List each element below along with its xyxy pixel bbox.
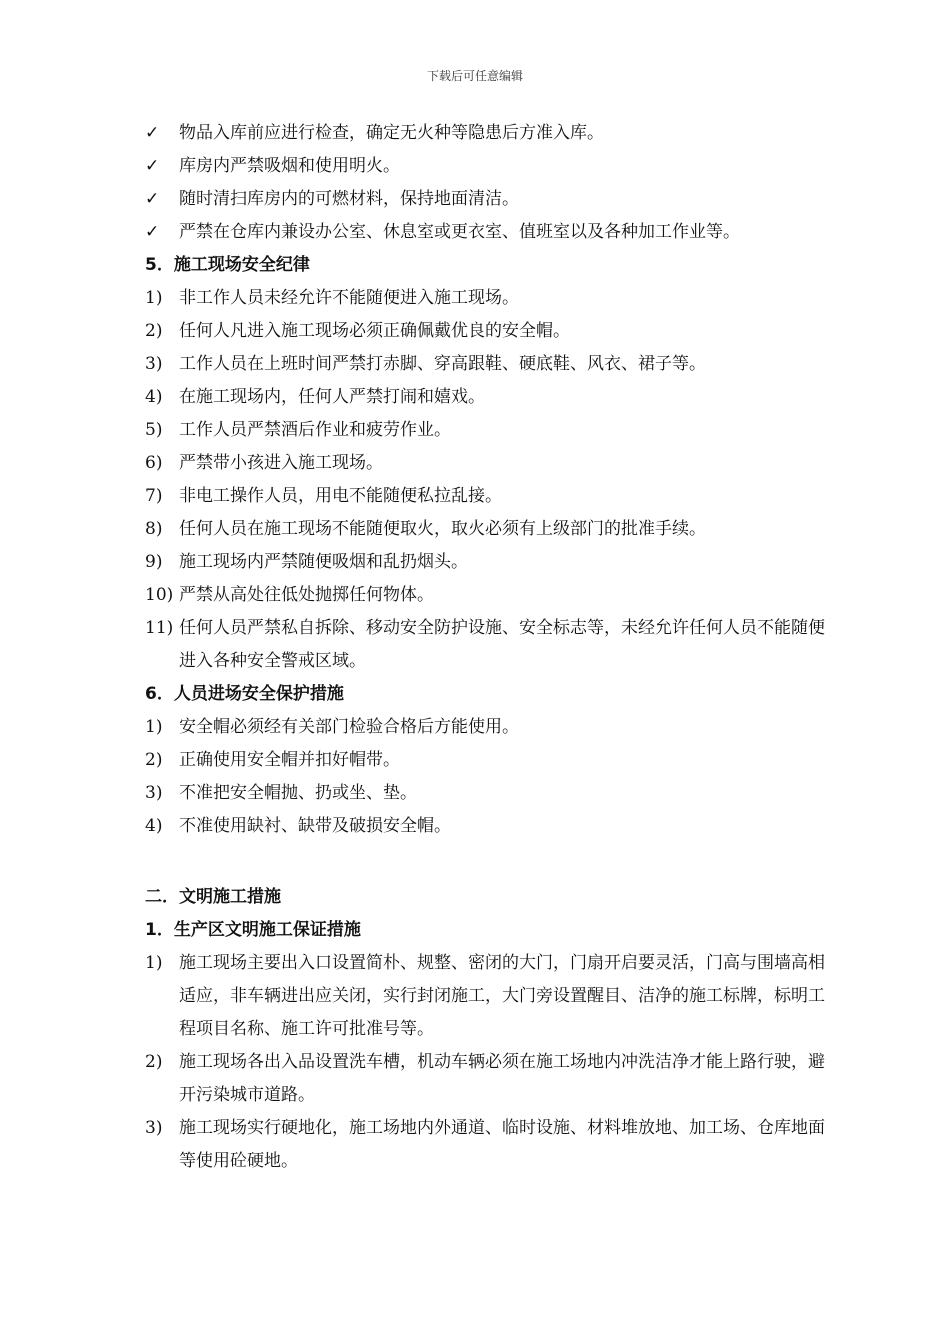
item-text: 任何人员严禁私自拆除、移动安全防护设施、安全标志等，未经允许任何人员不能随便进入各种安全警戒区域。: [179, 618, 825, 671]
list-item: [145, 1112, 835, 1178]
page-header-note: 下载后可任意编辑: [426, 69, 523, 83]
checklist-item: [145, 117, 835, 150]
section-spacer: [145, 843, 835, 881]
list-item: [145, 777, 835, 810]
list-item: [145, 414, 835, 447]
list-item: [145, 711, 835, 744]
item-text: 在施工现场内，任何人严禁打闹和嬉戏。: [179, 387, 485, 407]
item-number: 10): [145, 585, 174, 605]
item-text: 施工现场实行硬地化，施工场地内外通道、临时设施、材料堆放地、加工场、仓库地面等使用砼硬地。: [179, 1118, 825, 1171]
list-item: [145, 810, 835, 843]
item-text: 工作人员严禁酒后作业和疲劳作业。: [179, 420, 451, 440]
list-item: [145, 1046, 835, 1112]
item-text: 严禁带小孩进入施工现场。: [179, 453, 383, 473]
document-body: [145, 117, 835, 1178]
list-item: [145, 315, 835, 348]
checklist-item: [145, 216, 835, 249]
item-text: 不准使用缺衬、缺带及破损安全帽。: [179, 816, 451, 836]
list-item: [145, 947, 835, 1046]
item-text: 施工现场内严禁随便吸烟和乱扔烟头。: [179, 552, 468, 572]
item-text: 施工现场各出入品设置洗车槽，机动车辆必须在施工场地内冲洗洁净才能上路行驶，避开污染城市道路。: [179, 1052, 825, 1105]
item-number: 3): [145, 783, 163, 803]
list-item: [145, 282, 835, 315]
list-item: [145, 513, 835, 546]
item-number: 5): [145, 420, 163, 440]
item-number: 1): [145, 953, 163, 973]
item-text: 非工作人员未经允许不能随便进入施工现场。: [179, 288, 519, 308]
check-icon: ✓: [145, 156, 160, 176]
item-text: 施工现场主要出入口设置简朴、规整、密闭的大门，门扇开启要灵活，门高与围墙高相适应，非车辆进出应关闭，实行封闭施工，大门旁设置醒目、洁净的施工标牌，标明工程项目名称、施工许可批准号等。: [179, 953, 825, 1039]
section-heading-personnel-protection: 6．人员进场安全保护措施: [145, 684, 344, 704]
checklist-text: 严禁在仓库内兼设办公室、休息室或更衣室、值班室以及各种加工作业等。: [179, 222, 740, 242]
check-icon: ✓: [145, 222, 160, 242]
part-heading-civilized-construction: 二．文明施工措施: [145, 887, 281, 907]
item-text: 安全帽必须经有关部门检验合格后方能使用。: [179, 717, 519, 737]
item-text: 正确使用安全帽并扣好帽带。: [179, 750, 400, 770]
check-icon: ✓: [145, 189, 160, 209]
item-text: 不准把安全帽抛、扔或坐、垫。: [179, 783, 417, 803]
list-item: [145, 546, 835, 579]
item-text: 严禁从高处往低处抛掷任何物体。: [179, 585, 434, 605]
item-text: 任何人员在施工现场不能随便取火，取火必须有上级部门的批准手续。: [179, 519, 706, 539]
list-item: [145, 612, 835, 678]
item-number: 4): [145, 816, 163, 836]
checklist-text: 物品入库前应进行检查，确定无火种等隐患后方准入库。: [179, 123, 604, 143]
section-heading-production-area: 1．生产区文明施工保证措施: [145, 920, 361, 940]
item-number: 11): [145, 618, 174, 638]
item-number: 6): [145, 453, 163, 473]
item-number: 2): [145, 1052, 163, 1072]
checklist-text: 随时清扫库房内的可燃材料，保持地面清洁。: [179, 189, 519, 209]
item-text: 工作人员在上班时间严禁打赤脚、穿高跟鞋、硬底鞋、风衣、裙子等。: [179, 354, 706, 374]
section-heading-safety-discipline: 5．施工现场安全纪律: [145, 255, 310, 275]
list-item: [145, 348, 835, 381]
item-text: 非电工操作人员，用电不能随便私拉乱接。: [179, 486, 502, 506]
item-text: 任何人凡进入施工现场必须正确佩戴优良的安全帽。: [179, 321, 570, 341]
checklist-item: [145, 183, 835, 216]
item-number: 9): [145, 552, 163, 572]
item-number: 3): [145, 1118, 163, 1138]
item-number: 8): [145, 519, 163, 539]
list-item: [145, 447, 835, 480]
check-icon: ✓: [145, 123, 160, 143]
list-item: [145, 480, 835, 513]
checklist-text: 库房内严禁吸烟和使用明火。: [179, 156, 400, 176]
list-item: [145, 579, 835, 612]
item-number: 2): [145, 750, 163, 770]
list-item: [145, 381, 835, 414]
checklist-item: [145, 150, 835, 183]
item-number: 3): [145, 354, 163, 374]
item-number: 2): [145, 321, 163, 341]
list-item: [145, 744, 835, 777]
item-number: 1): [145, 717, 163, 737]
item-number: 7): [145, 486, 163, 506]
item-number: 1): [145, 288, 163, 308]
item-number: 4): [145, 387, 163, 407]
